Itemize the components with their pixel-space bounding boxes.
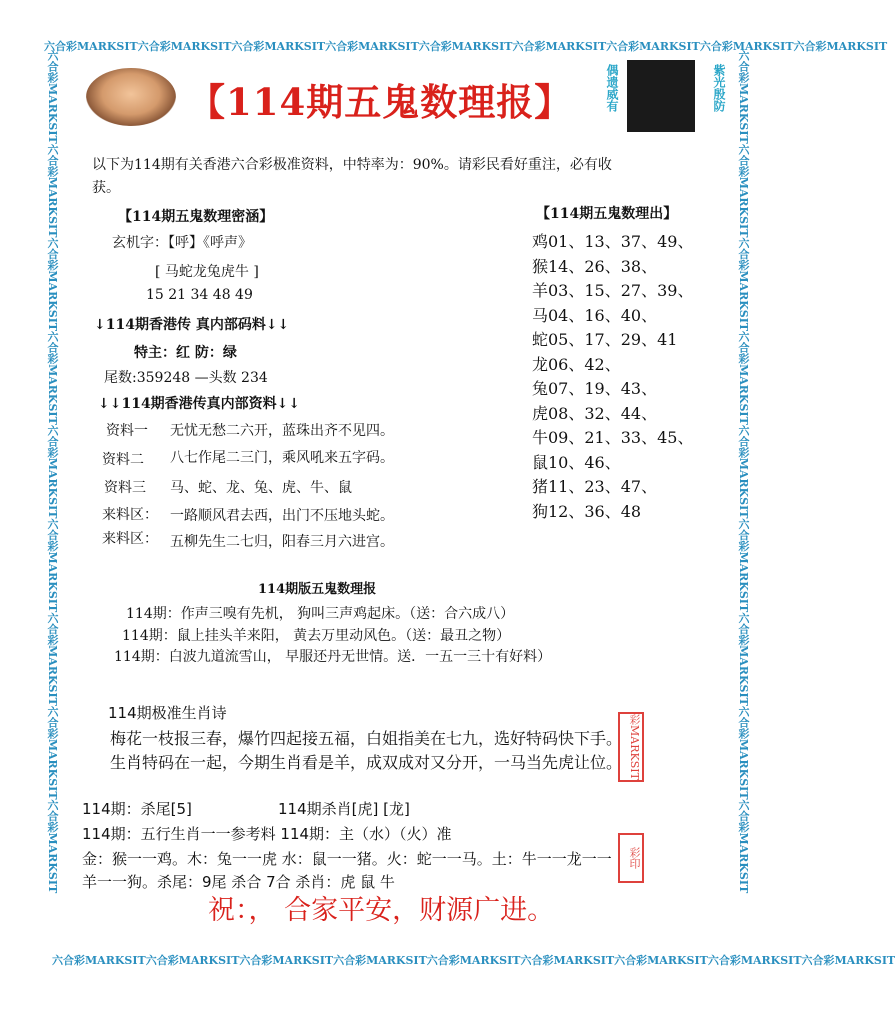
kill-zodiac: 114期杀肖[虎] [龙] — [278, 800, 410, 818]
ziliao-text-3: 马、蛇、龙、兔、虎、牛、鼠 — [170, 480, 352, 496]
five-elements-line: 114期：五行生肖一一参考料 114期：主（水）（火）准 — [82, 825, 452, 843]
zodiac-row: 牛09、21、33、45、 — [532, 428, 694, 447]
qr-code-image — [627, 60, 695, 132]
ziliao-label-3: 资料三 — [104, 480, 146, 496]
riddle-word: 玄机字：【呼】《呼声》 — [112, 235, 252, 251]
zodiac-row: 马04、16、40、 — [532, 305, 658, 325]
number-list: 15 21 34 48 49 — [146, 287, 253, 303]
zodiac-number-table — [532, 230, 693, 524]
inside-code-title: ↓114期香港传 真内部码料↓↓ — [94, 317, 290, 333]
border-bottom: 六合彩MARKSIT六合彩MARKSIT六合彩MARKSIT六合彩MARKSIT六合彩MARKSIT六合彩MARKSIT六合彩MARKSIT六合彩MARKSIT六合彩MARKSIT — [52, 954, 895, 967]
ziliao-text-1: 无忧无愁二六开，蓝珠出齐不见四。 — [170, 423, 394, 439]
ziliao-label-1: 资料一 — [106, 423, 148, 439]
elements-mapping-line-1: 金：猴一一鸡。木：兔一一虎 水：鼠一一猪。火：蛇一一马。土：牛一一龙一一 — [82, 850, 612, 868]
poem-line-2: 生肖特码在一起，今期生肖看是羊，成双成对又分开，一马当先虎让位。 — [110, 753, 623, 772]
mid-line-3: 114期：白波九道流雪山， 早服还丹无世情。送．一五一三十有好料） — [114, 649, 552, 665]
zodiac-row: 羊03、15、27、39、 — [532, 281, 694, 300]
ziliao-label-4: 来料区： — [102, 507, 158, 523]
zodiac-row: 兔07、19、43、 — [532, 379, 658, 398]
ziliao-label-5: 来料区： — [102, 531, 158, 547]
border-right: 六合彩MARKSIT六合彩MARKSIT六合彩MARKSIT六合彩MARKSIT六合彩MARKSIT六合彩MARKSIT六合彩MARKSIT六合彩MARKSIT六合彩MARKSIT — [737, 50, 750, 894]
mid-title: 114期版五鬼数理报 — [258, 582, 377, 597]
ziliao-text-4: 一路顺风君去西，出门不压地头蛇。 — [170, 508, 394, 524]
portrait-photo — [86, 68, 176, 126]
red-seal-stamp: 彩MARKSIT — [618, 712, 644, 782]
ziliao-label-2: 资料二 — [102, 452, 144, 468]
ziliao-text-2: 八七作尾二三门，乘风吼来五字码。 — [170, 450, 394, 466]
zodiac-row: 龙06、42、 — [532, 354, 621, 374]
zodiac-row: 猪11、23、47、 — [532, 477, 658, 496]
right-title: 【114期五鬼数理出】 — [536, 206, 678, 222]
border-left: 六合彩MARKSIT六合彩MARKSIT六合彩MARKSIT六合彩MARKSIT六合彩MARKSIT六合彩MARKSIT六合彩MARKSIT六合彩MARKSIT六合彩MARKSIT — [46, 50, 59, 894]
zodiac-row: 狗12、36、48 — [532, 501, 642, 521]
red-seal-stamp-small: 彩印 — [618, 833, 644, 883]
side-caption-right: 紫光殷防 — [712, 64, 726, 112]
ziliao-text-5: 五柳先生二七归，阳春三月六进宫。 — [170, 534, 394, 550]
zodiac-row: 鼠10、46、 — [532, 452, 621, 472]
page-title: 【114期五鬼数理报】 — [188, 80, 573, 124]
left-title: 【114期五鬼数理密涵】 — [118, 209, 274, 225]
poem-line-1: 梅花一枝报三春，爆竹四起接五福，白姐指美在七九，选好特码快下手。 — [110, 729, 623, 748]
elements-mapping-line-2: 羊一一狗。杀尾：9尾 杀合 7合 杀肖：虎 鼠 牛 — [82, 873, 395, 891]
zodiac-row: 鸡01、13、37、49、 — [532, 232, 694, 251]
zodiac-row: 蛇05、17、29、41 — [532, 330, 678, 349]
zodiac-row: 猴14、26、38、 — [532, 256, 658, 276]
border-top: 六合彩MARKSIT六合彩MARKSIT六合彩MARKSIT六合彩MARKSIT六合彩MARKSIT六合彩MARKSIT六合彩MARKSIT六合彩MARKSIT六合彩MARKSIT — [44, 40, 888, 53]
zodiac-row: 虎08、32、44、 — [532, 403, 658, 423]
kill-tail: 114期：杀尾[5] — [82, 800, 192, 818]
side-caption-left: 偶遗威有 — [605, 64, 619, 112]
poem-title: 114期极准生肖诗 — [108, 704, 227, 722]
intro-line-2: 获。 — [92, 180, 120, 196]
blessing-text: 祝：， 合家平安，财源广进。 — [208, 895, 555, 926]
tail-numbers: 尾数:359248 —头数 234 — [104, 370, 268, 386]
inside-info-title: ↓↓114期香港传真内部资料↓↓ — [98, 396, 301, 412]
intro-line-1: 以下为114期有关香港六合彩极准资料，中特率为：90%。请彩民看好重注，必有收 — [92, 157, 612, 173]
zodiac-list: [ 马蛇龙兔虎牛 ] — [155, 264, 259, 280]
mid-line-2: 114期：鼠上挂头羊来阳， 黄去万里动风色。（送：最丑之物） — [122, 628, 511, 644]
mid-line-1: 114期：作声三嗅有先机， 狗叫三声鸡起床。（送：合六成八） — [126, 606, 515, 622]
special-color: 特主：红 防：绿 — [134, 345, 237, 361]
